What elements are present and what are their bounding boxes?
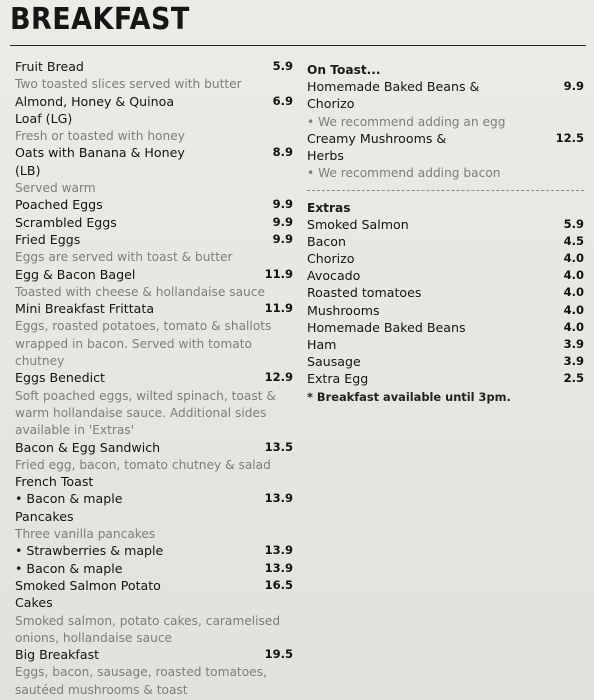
item-description (15, 75, 293, 92)
item-name: Sausage (307, 354, 361, 370)
item-price: 13.9 (264, 491, 293, 506)
item-name: Scrambled Eggs (15, 214, 117, 230)
menu-item (307, 302, 584, 319)
menu-item (307, 147, 584, 164)
item-price: 4.0 (563, 251, 584, 266)
menu-item (307, 267, 584, 284)
item-name: Herbs (307, 147, 344, 163)
menu-item (15, 266, 293, 283)
item-price: 4.0 (563, 319, 584, 334)
menu-item (15, 577, 293, 594)
menu-item (307, 250, 584, 267)
item-price: 9.9 (272, 197, 293, 212)
item-price: 5.9 (272, 59, 293, 73)
item-name: Chorizo (307, 251, 355, 267)
item-price: 9.9 (563, 79, 584, 94)
right-column (307, 61, 584, 405)
item-description (15, 352, 293, 369)
menu-item (15, 300, 293, 317)
item-description (15, 387, 293, 404)
item-name: Chorizo (307, 96, 355, 112)
menu-item (15, 93, 293, 110)
item-price: 5.9 (563, 216, 584, 231)
desc-text: Toasted with cheese & hollandaise sauce (15, 284, 265, 299)
menu-item (15, 560, 293, 577)
item-price: 8.9 (272, 145, 293, 160)
item-name: • Strawberries & maple (15, 543, 164, 559)
item-name: Creamy Mushrooms & (307, 130, 447, 146)
item-price: 3.9 (563, 354, 584, 369)
item-price: 4.0 (563, 302, 584, 317)
item-name: Smoked Salmon (307, 216, 409, 232)
item-description (15, 248, 293, 265)
item-price: 12.9 (264, 370, 293, 385)
desc-text: sautéed mushrooms & toast (15, 682, 188, 697)
item-description (15, 283, 293, 300)
item-description (15, 681, 293, 698)
item-price: 12.5 (555, 130, 584, 145)
item-name: Big Breakfast (15, 647, 100, 663)
item-description (15, 179, 293, 196)
item-price: 11.9 (264, 266, 293, 281)
item-price: 9.9 (272, 214, 293, 229)
item-description (307, 113, 584, 130)
desc-text: Eggs are served with toast & butter (15, 250, 233, 265)
desc-text: Soft poached eggs, wilted spinach, toast & (15, 388, 276, 403)
menu-item (307, 130, 584, 147)
menu-item (15, 439, 293, 456)
item-name: Pancakes (15, 508, 74, 524)
item-name: Mini Breakfast Frittata (15, 301, 155, 317)
item-name: Almond, Honey & Quinoa (15, 93, 175, 109)
item-description (15, 663, 293, 680)
desc-text: wrapped in bacon. Served with tomato (15, 336, 252, 351)
menu-item (15, 594, 293, 611)
item-name: Roasted tomatoes (307, 285, 422, 301)
menu-item (307, 216, 584, 233)
item-name: Homemade Baked Beans (307, 319, 466, 335)
item-price: 2.5 (563, 371, 584, 386)
item-name: Poached Eggs (15, 197, 103, 213)
item-name: Bacon (307, 233, 346, 249)
menu-item (15, 369, 293, 386)
desc-text: onions, hollandaise sauce (15, 630, 173, 645)
item-price: 13.9 (264, 543, 293, 558)
menu-item (307, 336, 584, 353)
item-name: Fried Eggs (15, 231, 81, 247)
item-name: Bacon & Egg Sandwich (15, 439, 161, 455)
desc-text: available in 'Extras' (15, 423, 135, 438)
desc-text: Fresh or toasted with honey (15, 129, 185, 144)
item-name: Smoked Salmon Potato (15, 577, 161, 593)
item-price: 9.9 (272, 231, 293, 246)
menu-item (307, 319, 584, 336)
desc-text: chutney (15, 354, 65, 369)
item-description (15, 525, 293, 542)
menu-item (15, 196, 293, 213)
left-column (15, 58, 293, 698)
menu-item (307, 78, 584, 95)
item-price: 4.5 (563, 233, 584, 248)
item-description (15, 629, 293, 646)
note-text: * Breakfast available until 3pm. (307, 389, 511, 404)
item-name: Fruit Bread (15, 59, 84, 74)
item-name: French Toast (15, 474, 94, 490)
item-name: • Bacon & maple (15, 560, 123, 576)
item-price: 16.5 (264, 577, 293, 592)
desc-text: • We recommend adding an egg (307, 114, 506, 129)
item-description (15, 456, 293, 473)
menu-item (307, 353, 584, 370)
menu-item (307, 95, 584, 112)
menu-item (15, 508, 293, 525)
desc-text: Eggs, roasted potatoes, tomato & shallots (15, 319, 272, 334)
menu-item (15, 110, 293, 127)
title-rule (10, 45, 586, 46)
menu-item (15, 144, 293, 161)
heading-text: Extras (307, 200, 351, 215)
menu-item (15, 473, 293, 490)
item-description (15, 335, 293, 352)
item-price: 11.9 (264, 301, 293, 316)
menu-item (15, 58, 293, 75)
item-name: Oats with Banana & Honey (15, 145, 185, 161)
menu-item (307, 233, 584, 250)
heading-text: On Toast... (307, 63, 381, 77)
item-name: Ham (307, 337, 337, 352)
menu-item (15, 490, 293, 507)
desc-text: Served warm (15, 181, 96, 196)
item-price: 3.9 (563, 337, 584, 351)
menu-note (307, 388, 584, 405)
desc-text: Eggs, bacon, sausage, roasted tomatoes, (15, 665, 267, 680)
menu-item (15, 214, 293, 231)
menu-item (307, 284, 584, 301)
item-description (15, 612, 293, 629)
item-name: • Bacon & maple (15, 491, 123, 507)
item-description (15, 127, 293, 144)
item-price: 19.5 (264, 647, 293, 662)
desc-text: Smoked salmon, potato cakes, caramelised (15, 613, 281, 628)
item-name: Homemade Baked Beans & (307, 79, 480, 95)
page-title: BREAKFAST (10, 2, 190, 37)
item-name: (LB) (15, 162, 41, 178)
desc-text: Fried egg, bacon, tomato chutney & salad (15, 457, 271, 472)
section-heading (307, 199, 584, 216)
item-description (307, 164, 584, 181)
desc-text: warm hollandaise sauce. Additional sides (15, 405, 267, 420)
item-name: Egg & Bacon Bagel (15, 266, 136, 282)
item-price: 13.9 (264, 560, 293, 575)
menu-item (15, 542, 293, 559)
item-name: Mushrooms (307, 302, 380, 318)
item-price: 6.9 (272, 93, 293, 108)
item-price: 13.5 (264, 439, 293, 454)
desc-text: • We recommend adding bacon (307, 166, 501, 181)
item-price: 4.0 (563, 285, 584, 300)
desc-text: Two toasted slices served with butter (15, 77, 242, 92)
item-name: Avocado (307, 268, 361, 284)
menu-item (307, 370, 584, 387)
item-price: 4.0 (563, 268, 584, 283)
menu-item (15, 646, 293, 663)
section-heading (307, 61, 584, 78)
menu-item (15, 231, 293, 248)
item-description (15, 404, 293, 421)
item-name: Eggs Benedict (15, 370, 105, 386)
item-description (15, 317, 293, 334)
item-name: Loaf (LG) (15, 110, 73, 126)
menu-item (15, 162, 293, 179)
desc-text: Three vanilla pancakes (15, 527, 156, 542)
item-description (15, 421, 293, 438)
item-name: Cakes (15, 595, 53, 611)
item-name: Extra Egg (307, 371, 369, 387)
dashed-divider (307, 181, 584, 198)
